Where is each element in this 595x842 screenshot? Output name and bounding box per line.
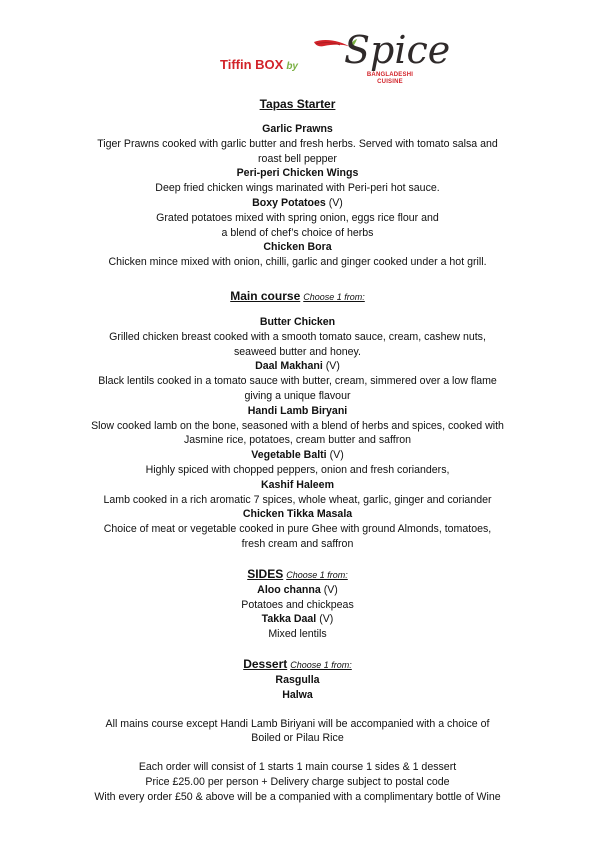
veg-tag: (V): [323, 583, 338, 596]
item-name: Butter Chicken: [259, 315, 336, 328]
note-line: Boiled or Pilau Rice: [251, 732, 344, 745]
item-desc: seaweed butter and honey.: [233, 345, 362, 358]
item-desc: Slow cooked lamb on the bone, seasoned with a blend of herbs and spices, cooked with: [91, 419, 504, 432]
item-name: Garlic Prawns: [262, 123, 333, 135]
item-desc: roast bell pepper: [258, 152, 337, 165]
section-title-starter: Tapas Starter: [259, 97, 336, 111]
rice-note: [0, 717, 595, 747]
item-desc: Jasmine rice, potatoes, cream butter and saffron: [183, 434, 412, 447]
item-desc: Highly spiced with chopped peppers, onion and fresh corianders,: [145, 463, 450, 476]
item-desc: Mixed lentils: [268, 628, 327, 641]
item-name-with-tag: Aloo channa (V): [257, 583, 338, 596]
header: [0, 28, 595, 92]
item-name-with-tag: Takka Daal (V): [261, 613, 334, 626]
section-starter: [0, 96, 595, 270]
note-line: All mains course except Handi Lamb Biriyani will be accompanied with a choice of: [105, 717, 490, 730]
item-desc: Deep fried chicken wings marinated with Peri-peri hot sauce.: [155, 182, 440, 195]
brand-by: by: [286, 61, 298, 72]
section-main: [0, 288, 595, 552]
item-name-with-tag: Boxy Potatoes (V): [252, 196, 343, 209]
veg-tag: (V): [329, 449, 344, 462]
veg-tag: (V): [325, 360, 340, 373]
item-desc: Chicken mince mixed with onion, chilli, garlic and ginger cooked under a hot grill.: [108, 256, 487, 269]
item-name: Kashif Haleem: [260, 478, 334, 491]
section-dessert: [0, 656, 595, 703]
item-name: Handi Lamb Biryani: [247, 404, 348, 417]
choose-note: Choose 1 from:: [290, 659, 352, 670]
item-name-with-tag: Daal Makhani (V): [255, 360, 340, 373]
item-name-with-tag: Vegetable Balti (V): [251, 449, 344, 462]
logo-subtitle: BANGLADESHI CUISINE: [366, 72, 414, 85]
brand-name: Tiffin BOX: [220, 57, 284, 72]
section-sides: [0, 566, 595, 642]
note-line: With every order £50 & above will be a companied with a complimentary bottle of Wine: [94, 790, 501, 803]
item-desc: Tiger Prawns cooked with garlic butter and fresh herbs. Served with tomato salsa and: [97, 137, 498, 150]
item-name: Halwa: [282, 688, 313, 701]
item-name: Peri-peri Chicken Wings: [236, 167, 359, 180]
item-desc: Lamb cooked in a rich aromatic 7 spices, whole wheat, garlic, ginger and coriander: [103, 493, 492, 506]
order-note: [0, 760, 595, 804]
note-line: Price £25.00 per person + Delivery charge subject to postal code: [145, 775, 450, 788]
spice-logo: [310, 28, 451, 92]
logo-word: Spice: [344, 28, 451, 72]
brand-title: [220, 58, 298, 75]
section-title-main: Main course Choose 1 from:: [230, 288, 365, 303]
item-desc: Black lentils cooked in a tomato sauce with butter, cream, simmered over a low flame: [98, 375, 497, 388]
section-title-sides: SIDES Choose 1 from:: [247, 566, 348, 581]
section-title-dessert: Dessert Choose 1 from:: [243, 656, 352, 671]
item-name: Chicken Tikka Masala: [242, 508, 353, 521]
item-desc: Grilled chicken breast cooked with a smooth tomato sauce, cream, cashew nuts,: [109, 330, 486, 343]
veg-tag: (V): [319, 613, 334, 626]
choose-note: Choose 1 from:: [303, 291, 365, 302]
note-line: Each order will consist of 1 starts 1 main course 1 sides & 1 dessert: [138, 761, 457, 774]
item-name: Rasgulla: [275, 673, 320, 686]
item-desc: Grated potatoes mixed with spring onion, eggs rice flour and: [156, 211, 439, 224]
choose-note: Choose 1 from:: [286, 569, 348, 580]
item-desc: fresh cream and saffron: [241, 537, 354, 550]
item-desc: Choice of meat or vegetable cooked in pure Ghee with ground Almonds, tomatoes,: [103, 523, 492, 536]
item-name: Chicken Bora: [263, 241, 332, 254]
item-desc: Potatoes and chickpeas: [241, 598, 354, 611]
menu-content: [0, 96, 595, 804]
item-desc: a blend of chef’s choice of herbs: [221, 226, 374, 239]
veg-tag: (V): [328, 196, 343, 209]
item-desc: giving a unique flavour: [244, 389, 351, 402]
